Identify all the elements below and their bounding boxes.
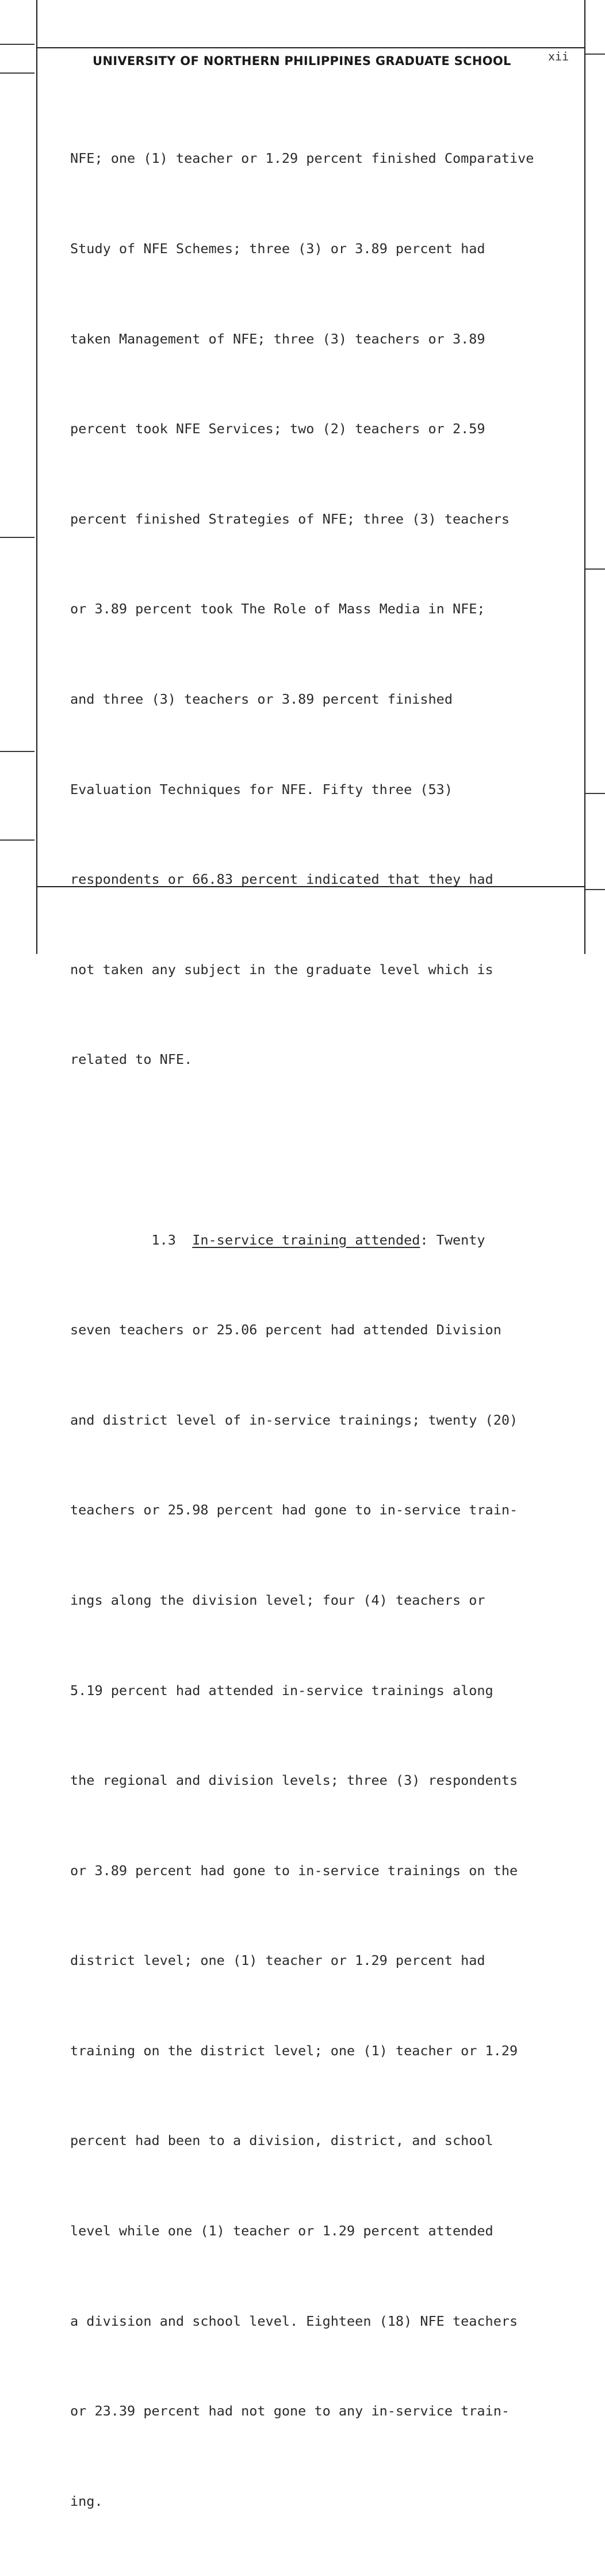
section-line: district level; one (1) teacher or 1.29 percent had: [70, 1952, 485, 1969]
margin-tick: [585, 568, 605, 570]
section-line: teachers or 25.98 percent had gone to in-service train-: [70, 1502, 518, 1518]
section-line: or 3.89 percent had gone to in-service trainings on the: [70, 1862, 518, 1879]
section-line: 5.19 percent had attended in-service trainings along: [70, 1682, 493, 1699]
paragraph-line: respondents or 66.83 percent indicated that they had: [70, 871, 493, 888]
section-line: the regional and division levels; three (3) respondents: [70, 1772, 518, 1789]
paragraph-line: taken Management of NFE; three (3) teachers or 3.89: [70, 330, 485, 347]
margin-tick: [585, 793, 605, 794]
page-header-title: UNIVERSITY OF NORTHERN PHILIPPINES GRADUATE SCHOOL: [93, 54, 511, 68]
section-line: a division and school level. Eighteen (18) NFE teachers: [70, 2312, 518, 2329]
margin-tick: [585, 54, 605, 55]
section-number: 1.3: [151, 1231, 176, 1248]
section-line: ing.: [70, 2493, 103, 2509]
body-text: [70, 83, 588, 2576]
section-line: or 23.39 percent had not gone to any in-service train-: [70, 2403, 510, 2419]
section-line: ings along the division level; four (4) teachers or: [70, 1592, 485, 1608]
margin-tick: [0, 751, 35, 752]
paragraph-line: percent finished Strategies of NFE; three (3) teachers: [70, 510, 510, 527]
paragraph-line: Evaluation Techniques for NFE. Fifty three (53): [70, 781, 453, 797]
section-heading: In-service training attended: [192, 1231, 420, 1248]
margin-tick: [585, 889, 605, 890]
paragraph-line: NFE; one (1) teacher or 1.29 percent finished Comparative: [70, 150, 534, 167]
left-margin-line: [36, 0, 37, 954]
paragraph-line: not taken any subject in the graduate level which is: [70, 961, 493, 978]
margin-tick: [0, 72, 35, 74]
paragraph-line: Study of NFE Schemes; three (3) or 3.89 percent had: [70, 241, 485, 257]
section-line: training on the district level; one (1) teacher or 1.29: [70, 2042, 518, 2059]
margin-tick: [0, 839, 35, 841]
header-rule: [36, 47, 585, 48]
page-number: xii: [548, 49, 569, 63]
section-first-line: [70, 1225, 588, 1255]
section-line: seven teachers or 25.06 percent had attended Division: [70, 1322, 501, 1338]
section-line: level while one (1) teacher or 1.29 percent attended: [70, 2223, 493, 2239]
blank-line: [70, 1135, 588, 1165]
paragraph-line: related to NFE.: [70, 1051, 193, 1068]
margin-tick: [0, 537, 35, 538]
margin-tick: [0, 44, 35, 45]
paragraph-line: and three (3) teachers or 3.89 percent finished: [70, 690, 453, 707]
paragraph-line: or 3.89 percent took The Role of Mass Media in NFE;: [70, 601, 485, 617]
paragraph-line: percent took NFE Services; two (2) teachers or 2.59: [70, 421, 485, 437]
section-line: percent had been to a division, district, and school: [70, 2132, 493, 2149]
section-line: and district level of in-service trainings; twenty (20): [70, 1411, 518, 1428]
section-heading-rest: : Twenty: [420, 1231, 485, 1248]
